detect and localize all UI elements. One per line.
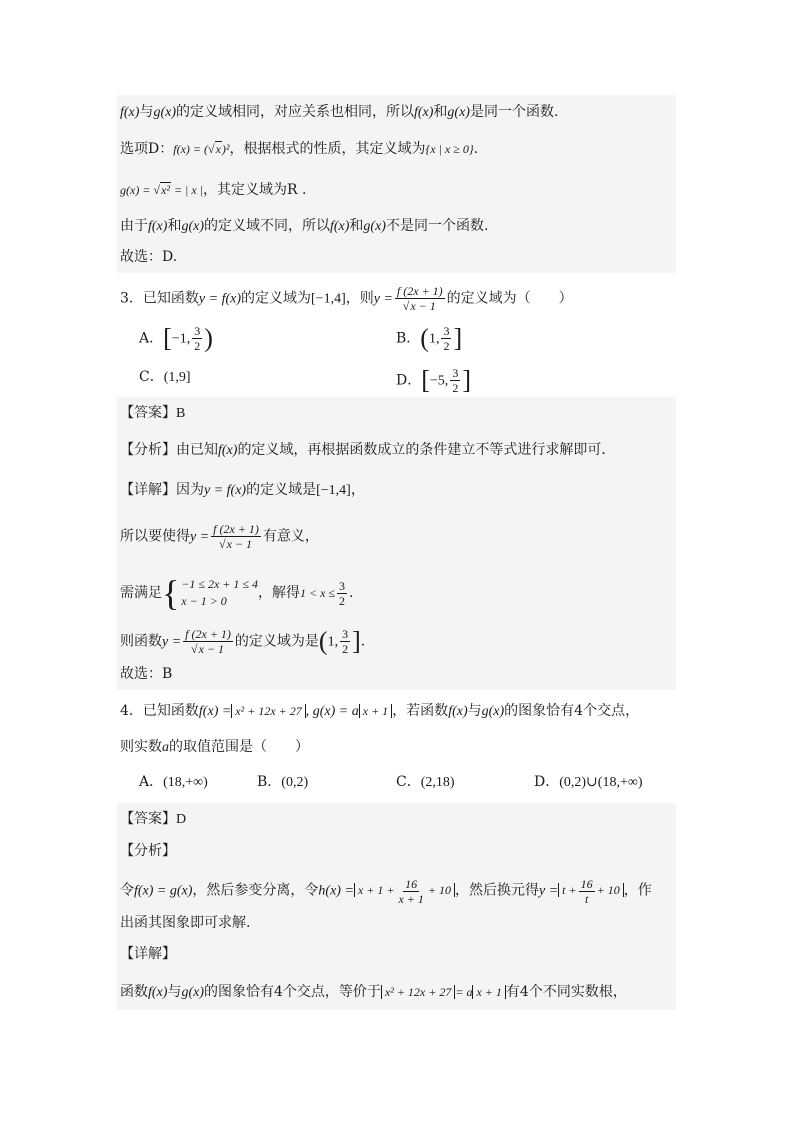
fraction <box>183 627 233 656</box>
analysis-tag: 【分析】 <box>120 442 176 458</box>
text: 4．已知函数 <box>120 703 199 719</box>
text: ，则 <box>345 290 374 307</box>
radicand: x <box>215 142 221 156</box>
option-label: D． <box>396 372 422 389</box>
absolute-value: x² + 12x + 27 <box>231 704 305 718</box>
math: x + 1 + <box>357 883 395 898</box>
text: 的图象恰有4个交点，等价于 <box>203 984 381 1000</box>
radicand: x − 1 <box>226 537 253 551</box>
math: f(x) <box>148 985 168 1000</box>
math: {x | x ≥ 0} <box>425 142 474 156</box>
detail-line <box>120 522 319 551</box>
bracket: ( <box>420 323 429 353</box>
denominator: 2 <box>339 593 345 608</box>
analysis-tag: 【分析】 <box>120 843 176 859</box>
option-c[interactable] <box>139 367 191 388</box>
detail-line <box>120 575 353 611</box>
text: . <box>349 585 354 601</box>
math: g(x) <box>363 219 386 234</box>
question-4-stem <box>120 701 639 722</box>
numerator: f (2x + 1) <box>396 284 443 298</box>
math: , g(x) = a <box>305 704 359 719</box>
text: . <box>360 633 366 650</box>
math: g(x) <box>481 704 505 719</box>
math: (0,2) <box>281 775 309 790</box>
option-c[interactable] <box>396 772 455 793</box>
fraction <box>441 324 451 353</box>
math: 1, <box>428 331 440 347</box>
text: 和 <box>349 218 364 234</box>
detail-line <box>120 982 627 1003</box>
denominator: 2 <box>452 381 459 395</box>
text: 的取值范围是（ ） <box>169 739 309 755</box>
text: 出函其图象即可求解. <box>120 915 251 931</box>
bracket: [ <box>421 365 430 395</box>
math: )² <box>221 142 230 156</box>
text-line <box>120 139 478 159</box>
numerator: f (2x + 1) <box>213 522 259 536</box>
text: 故选：B <box>120 666 173 682</box>
text: 与 <box>467 703 482 719</box>
math: f(x) <box>329 219 350 234</box>
option-a[interactable] <box>139 772 208 793</box>
absolute-value <box>354 877 455 906</box>
fraction <box>340 627 350 656</box>
math: f(x) = <box>198 704 232 719</box>
bracket: ] <box>462 365 471 395</box>
math: = | x | <box>170 183 203 197</box>
numerator: 16 <box>580 877 593 891</box>
absolute-value: x² + 12x + 27 <box>381 985 455 999</box>
radicand: x − 1 <box>410 299 436 313</box>
bracket: ] <box>453 323 463 353</box>
fraction <box>579 877 595 906</box>
system-row: x − 1 > 0 <box>181 594 227 608</box>
math: [−1,4] <box>316 483 351 498</box>
math: f(x) <box>413 105 434 120</box>
text: ，根据根式的性质，其定义域为 <box>229 141 426 157</box>
answer-tag: 【答案】 <box>120 405 176 421</box>
answer-tag: 【答案】 <box>120 811 176 827</box>
analysis-line <box>120 913 250 933</box>
math: (2,18) <box>420 775 455 790</box>
answer-line <box>120 403 185 424</box>
text: 有4个不同实数根， <box>505 984 627 1000</box>
detail-tag-line <box>120 944 176 964</box>
detail-tag: 【详解】 <box>120 482 176 498</box>
bracket: ( <box>318 626 328 656</box>
denominator: √x − 1 <box>402 299 436 313</box>
option-label: A． <box>139 774 164 790</box>
text-line <box>120 664 172 684</box>
fraction <box>450 366 460 395</box>
numerator: 3 <box>194 324 201 338</box>
math: [−1,4] <box>311 291 346 307</box>
option-label: C． <box>139 369 164 385</box>
math: (1,9] <box>163 370 191 385</box>
math: f(x) <box>448 704 468 719</box>
text: 的定义域为（ ） <box>446 290 573 307</box>
option-a[interactable] <box>139 324 213 353</box>
numerator: f (2x + 1) <box>185 627 231 641</box>
text: 是同一个函数. <box>469 104 559 120</box>
answer-value: B <box>176 406 186 421</box>
text: 与 <box>139 104 154 120</box>
question-3-stem <box>120 284 573 313</box>
text: 有意义， <box>262 528 319 545</box>
analysis-line <box>120 877 652 906</box>
math: y = <box>190 529 210 545</box>
fraction <box>395 284 445 313</box>
math: g(x) <box>153 105 176 120</box>
math: + 10 <box>596 883 620 898</box>
option-label: B． <box>396 330 421 347</box>
text: 所以要使得 <box>120 528 190 545</box>
math: (18,+∞) <box>163 775 208 790</box>
denominator: √x − 1 <box>219 537 253 551</box>
text: 和 <box>433 104 448 120</box>
answer-value: D <box>176 812 187 827</box>
text: 的定义域相同，对应关系也相同，所以 <box>175 104 414 120</box>
detail-line <box>120 627 365 656</box>
text: 故选：D. <box>120 249 178 265</box>
text: 的定义域不同，所以 <box>203 218 330 234</box>
math: = a <box>455 985 473 999</box>
sqrt: √x² <box>153 183 170 197</box>
absolute-value: x + 1 <box>359 704 392 718</box>
denominator: 2 <box>342 642 349 656</box>
option-b[interactable] <box>257 772 308 793</box>
bracket: ] <box>352 626 361 656</box>
math: (0,2)∪(18,+∞) <box>559 775 643 790</box>
question-4-stem-cont <box>120 737 309 758</box>
numerator: 3 <box>443 324 450 338</box>
text: 由于 <box>120 218 148 234</box>
math: y = <box>162 634 182 650</box>
text-line <box>120 180 306 200</box>
math: 1, <box>327 634 339 650</box>
text: . <box>473 141 479 157</box>
bracket: [ <box>163 323 172 353</box>
math: f(x) = g(x) <box>134 883 193 899</box>
text: 和 <box>167 218 182 234</box>
text: 则实数 <box>120 739 162 755</box>
math: f(x) <box>218 443 238 458</box>
fraction <box>337 579 347 608</box>
denominator: x + 1 <box>398 892 424 906</box>
system-row: −1 ≤ 2x + 1 ≤ 4 <box>181 577 258 591</box>
math: y = <box>373 291 393 307</box>
math: f(x) = ( <box>173 142 208 156</box>
math: + 10 <box>427 883 451 898</box>
math: g(x) <box>181 219 204 234</box>
fraction <box>211 522 261 551</box>
denominator: 2 <box>194 339 201 353</box>
math: y = <box>539 883 559 899</box>
text: ，然后参变分离，令 <box>192 882 319 899</box>
text: 因为 <box>176 482 204 498</box>
math: t + <box>562 883 577 898</box>
text: ，其定义域为R . <box>202 182 307 198</box>
math: g(x) = <box>120 183 154 197</box>
detail-tag: 【详解】 <box>120 946 176 962</box>
text: 则函数 <box>120 633 162 650</box>
text: ，若函数 <box>392 703 449 719</box>
option-d[interactable] <box>534 772 643 793</box>
text-line <box>120 216 488 237</box>
brace: { <box>162 573 180 613</box>
denominator: 2 <box>443 339 450 353</box>
analysis-tag-line <box>120 841 176 861</box>
option-b[interactable] <box>396 324 462 353</box>
math: y = f(x) <box>198 291 242 307</box>
solution-block-q4 <box>117 803 676 1010</box>
math: f(x) <box>148 219 168 234</box>
text: 3．已知函数 <box>120 290 199 307</box>
math: y = f(x) <box>204 483 247 498</box>
option-label: D． <box>534 774 560 790</box>
numerator: 3 <box>339 578 345 593</box>
text: 需满足 <box>120 585 162 601</box>
fraction <box>396 877 425 906</box>
numerator: 16 <box>405 877 418 891</box>
math: −5, <box>429 373 449 389</box>
absolute-value <box>558 877 624 906</box>
radicand: x − 1 <box>198 642 225 656</box>
text: ，然后换元得 <box>455 882 539 899</box>
text: 函数 <box>120 984 148 1000</box>
text: 由已知 <box>176 442 218 458</box>
fraction <box>192 324 202 353</box>
inequality-system <box>162 575 258 611</box>
text: 不是同一个函数. <box>385 218 489 234</box>
text-line <box>120 247 177 267</box>
radicand: x² <box>161 183 170 197</box>
text: 的定义域是 <box>246 482 317 498</box>
bracket: ) <box>204 323 213 353</box>
detail-line <box>120 480 365 501</box>
text: 的定义域为是 <box>234 633 319 650</box>
math: h(x) = <box>318 883 354 899</box>
numerator: 3 <box>452 366 459 380</box>
answer-line <box>120 809 186 830</box>
option-d[interactable] <box>396 366 471 395</box>
text: ，解得 <box>257 585 300 601</box>
math: f(x) <box>120 105 140 120</box>
denominator: t <box>584 892 589 906</box>
text-line <box>120 102 558 123</box>
option-label: B． <box>257 774 282 790</box>
sqrt: √x <box>207 142 221 156</box>
option-label: C． <box>396 774 421 790</box>
text: 的定义域为 <box>241 290 312 307</box>
math: −1, <box>171 331 191 347</box>
denominator: √x − 1 <box>191 642 225 656</box>
text: ，作 <box>623 882 652 899</box>
analysis-line <box>120 440 615 461</box>
text: 选项D： <box>120 141 174 157</box>
math: 1 < x ≤ <box>299 586 335 600</box>
absolute-value: x + 1 <box>472 985 505 999</box>
text: ， <box>350 482 365 498</box>
option-label: A． <box>139 330 164 347</box>
math: g(x) <box>447 105 470 120</box>
math: g(x) <box>181 985 204 1000</box>
text: 的图象恰有4个交点， <box>504 703 640 719</box>
math: a <box>162 740 169 755</box>
text: 与 <box>167 984 182 1000</box>
text: 的定义域，再根据函数成立的条件建立不等式进行求解即可． <box>237 442 616 458</box>
text: 令 <box>120 882 134 899</box>
numerator: 3 <box>342 627 349 641</box>
